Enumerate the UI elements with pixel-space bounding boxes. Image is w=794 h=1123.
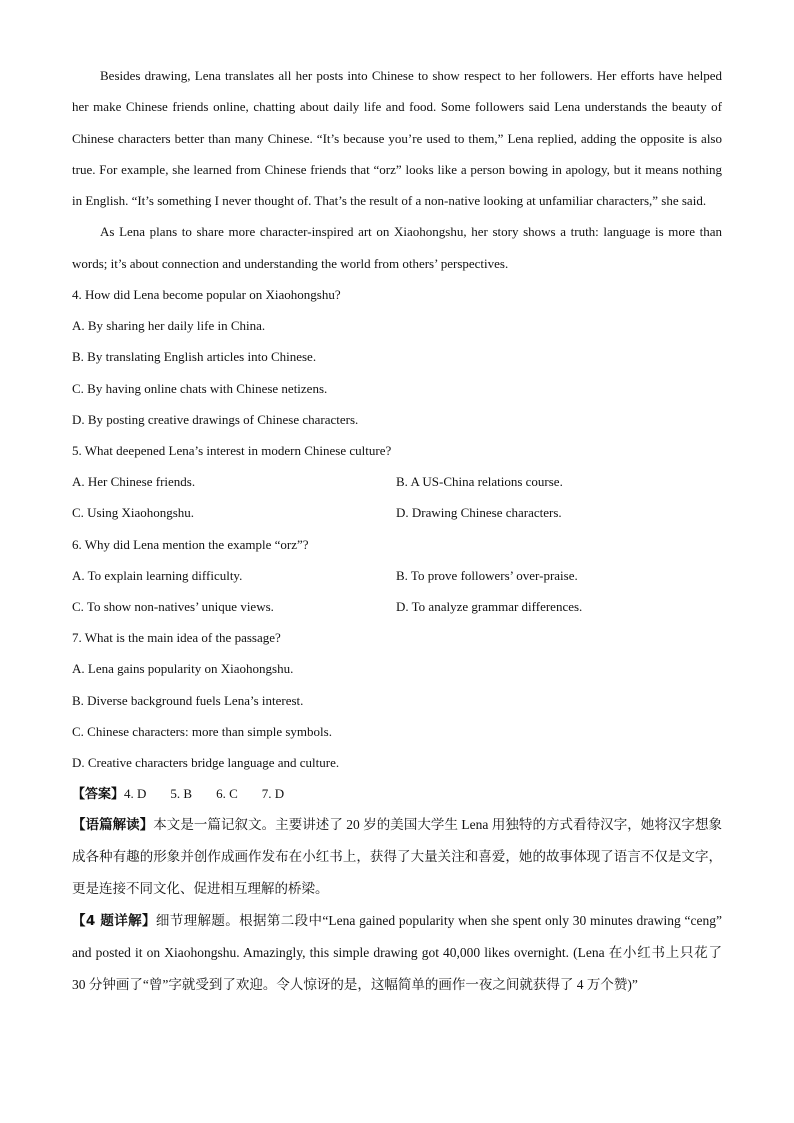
answer-4: 4. D <box>124 786 147 802</box>
question-6-options-row-2 <box>72 591 722 622</box>
question-5-option-a: A. Her Chinese friends. <box>72 474 196 490</box>
question-5-option-c: C. Using Xiaohongshu. <box>72 505 195 521</box>
answer-7: 7. D <box>261 786 285 802</box>
question-4-option-c: C. By having online chats with Chinese netizens. <box>72 380 328 396</box>
question-4-stem: 4. How did Lena become popular on Xiaohongshu? <box>72 287 341 303</box>
answer-label: 【答案】 <box>72 787 125 803</box>
question-4-option-d: D. By posting creative drawings of Chinese characters. <box>72 411 359 427</box>
document-page <box>72 60 722 1001</box>
question-6-stem: 6. Why did Lena mention the example “orz”? <box>72 536 309 552</box>
question-7-stem: 7. What is the main idea of the passage? <box>72 630 281 646</box>
passage-paragraph-1: Besides drawing, Lena translates all her posts into Chinese to show respect to her followers. Her efforts have helped her make Chinese friends online, chatting about daily life and food. Some followers said Lena understands the beauty of Chinese characters better than many Chinese. “It’s because you’re used to them,” Lena replied, adding the opposite is also true. For example, she learned from Chinese friends that “orz” looks like a person bowing in apology, but it means nothing in English. “It’s something I never thought of. That’s the result of a non-native looking at unfamiliar characters,” she said. <box>72 68 722 209</box>
question-6-option-a: A. To explain learning difficulty. <box>72 567 243 583</box>
question-6-option-b: B. To prove followers’ over-praise. <box>396 567 578 583</box>
question-6-option-c: C. To show non-natives’ unique views. <box>72 598 274 614</box>
detail-4-label: 【4 题详解】 <box>72 913 156 930</box>
question-7-option-b: B. Diverse background fuels Lena’s interest. <box>72 692 304 708</box>
question-6-option-d: D. To analyze grammar differences. <box>396 598 583 614</box>
question-7-option-d: D. Creative characters bridge language and culture. <box>72 754 340 770</box>
question-5-option-b: B. A US-China relations course. <box>396 474 563 490</box>
question-5-options-row-2 <box>72 497 722 528</box>
question-5-options-row-1 <box>72 466 722 497</box>
question-6-options-row-1 <box>72 560 722 591</box>
answer-6: 6. C <box>216 786 238 802</box>
interpretation-paragraph <box>72 809 722 905</box>
question-5-stem: 5. What deepened Lena’s interest in modern Chinese culture? <box>72 443 392 459</box>
interpretation-text: 本文是一篇记叙文。主要讲述了 20 岁的美国大学生 Lena 用独特的方式看待汉字，她将汉字想象成各种有趣的形象并创作成画作发布在小红书上，获得了大量关注和喜爱，她的故事体现了语言不仅是文字，更是连接不同文化、促进相互理解的桥梁。 <box>72 817 723 897</box>
detail-4-paragraph <box>72 905 722 1001</box>
question-7-option-c: C. Chinese characters: more than simple symbols. <box>72 723 332 739</box>
answer-line <box>72 778 722 809</box>
question-5-option-d: D. Drawing Chinese characters. <box>396 505 562 521</box>
question-4-option-b: B. By translating English articles into Chinese. <box>72 349 317 365</box>
answer-5: 5. B <box>170 786 193 802</box>
detail-4-text: 细节理解题。根据第二段中“Lena gained popularity when she spent only 30 minutes drawing “ceng” and posted it on Xiaohongshu. Amazingly, this simple drawing got 40,000 likes overnight. (Lena 在小红书上只花了 30 分钟画了“曾”字就受到了欢迎。令人惊讶的是，这幅简单的画作一夜之间就获得了 4 万个赞)” <box>72 913 723 993</box>
passage-paragraph-2: As Lena plans to share more character-inspired art on Xiaohongshu, her story shows a truth: language is more than words; it’s about connection and understanding the world from others’ perspectives. <box>72 224 722 271</box>
question-4-option-a: A. By sharing her daily life in China. <box>72 318 266 334</box>
interpretation-label: 【语篇解读】 <box>72 817 154 834</box>
question-7-option-a: A. Lena gains popularity on Xiaohongshu. <box>72 661 294 677</box>
